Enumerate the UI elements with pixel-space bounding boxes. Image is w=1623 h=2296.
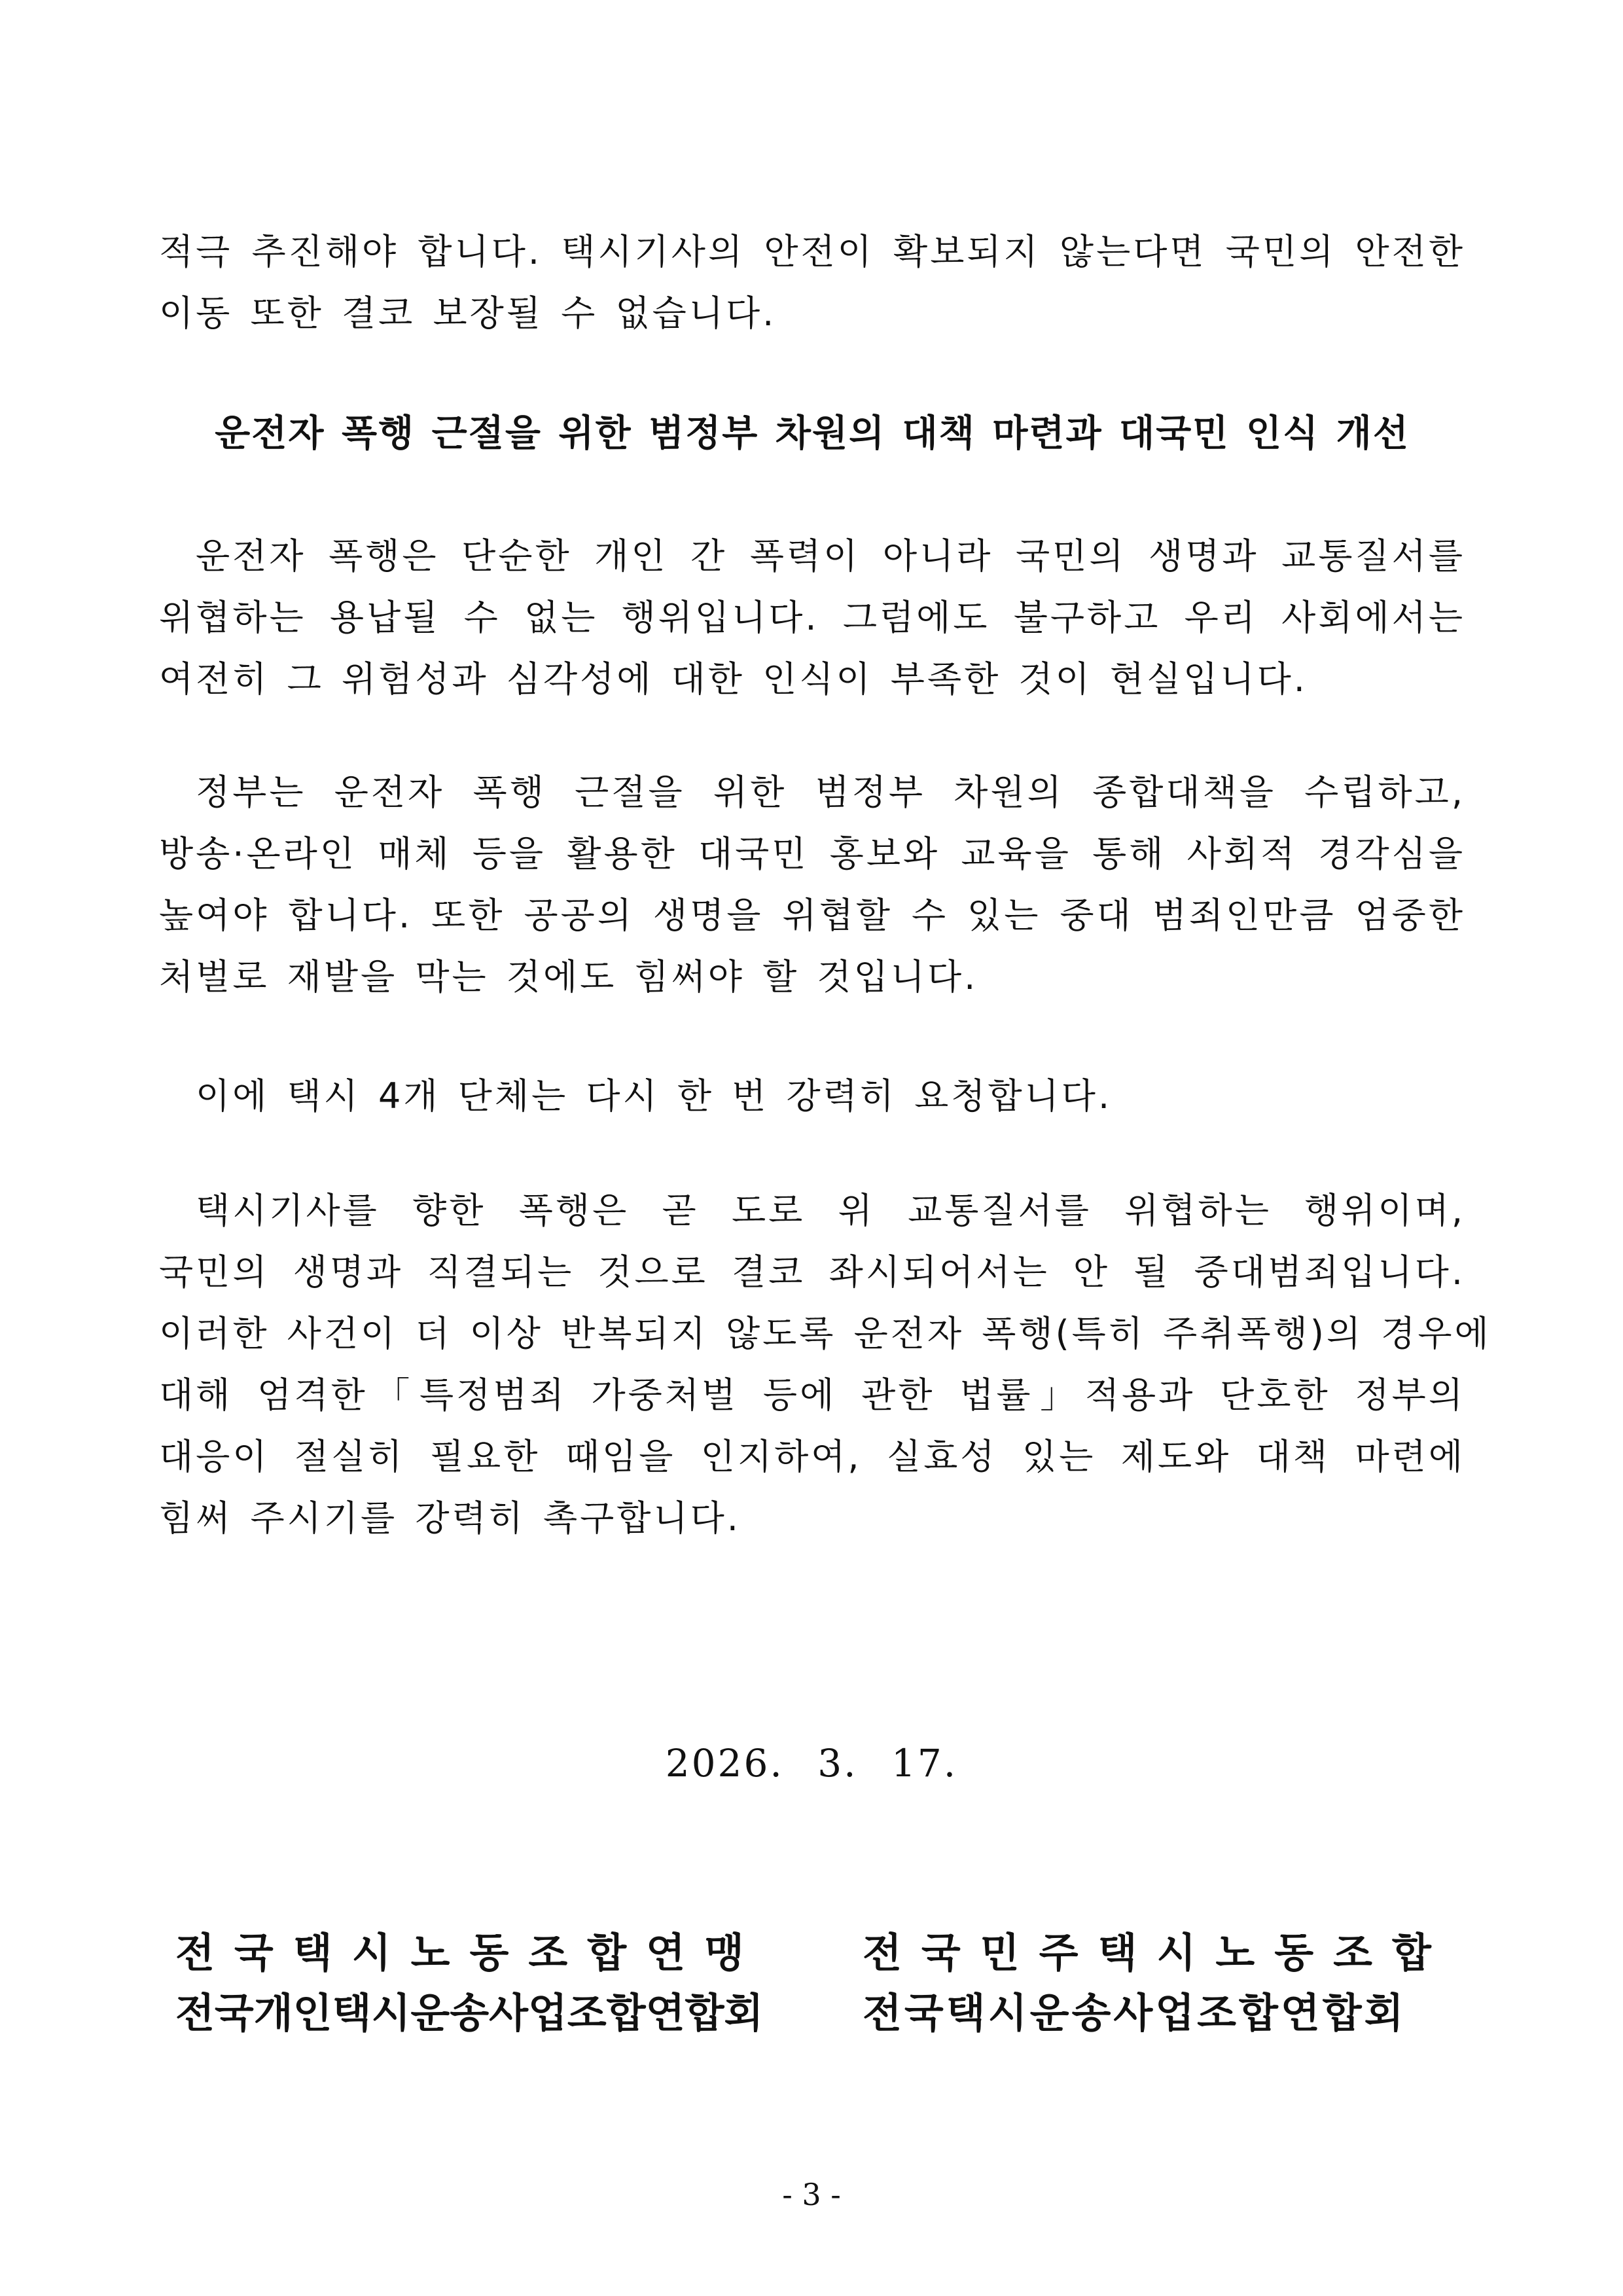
text-line: 대응이 절실히 필요한 때임을 인지하여, 실효성 있는 제도와 대책 마련에 — [159, 1436, 1465, 1477]
signatory-right-top: 전국민주택시노동조합 — [863, 1929, 1451, 1977]
text-line: 위협하는 용납될 수 없는 행위입니다. 그럼에도 불구하고 우리 사회에서는 — [159, 597, 1465, 638]
text-line: 대해 엄격한「특정범죄 가중처벌 등에 관한 법률」적용과 단호한 정부의 — [159, 1374, 1465, 1416]
text-line: 정부는 운전자 폭행 근절을 위한 범정부 차원의 종합대책을 수립하고, — [196, 772, 1465, 813]
signatory-right-bottom: 전국택시운송사업조합연합회 — [863, 1989, 1406, 2037]
text-line: 여전히 그 위험성과 심각성에 대한 인식이 부족한 것이 현실입니다. — [159, 658, 1308, 700]
text-line: 이동 또한 결코 보장될 수 없습니다. — [159, 293, 777, 334]
paragraph-urge — [159, 1180, 1491, 1549]
text-line: 적극 추진해야 합니다. 택시기사의 안전이 확보되지 않는다면 국민의 안전한 — [159, 231, 1465, 272]
text-line: 높여야 합니다. 또한 공공의 생명을 위협할 수 있는 중대 범죄인만큼 엄중한 — [159, 895, 1465, 936]
signatory-left-top: 전국택시노동조합연맹 — [175, 1929, 764, 1977]
page-number: - 3 - — [782, 2177, 841, 2212]
text-line: 힘써 주시기를 강력히 촉구합니다. — [159, 1498, 741, 1539]
signatory-left-bottom: 전국개인택시운송사업조합연합회 — [175, 1989, 764, 2037]
text-line: 이러한 사건이 더 이상 반복되지 않도록 운전자 폭행(특히 주취폭행)의 경우에 — [159, 1313, 1491, 1354]
text-line: 이에 택시 4개 단체는 다시 한 번 강력히 요청합니다. — [196, 1075, 1113, 1117]
paragraph-government-measures — [159, 762, 1465, 1008]
section-heading: 운전자 폭행 근절을 위한 범정부 차원의 대책 마련과 대국민 인식 개선 — [215, 412, 1410, 455]
text-line: 방송·온라인 매체 등을 활용한 대국민 홍보와 교육을 통해 사회적 경각심을 — [159, 833, 1465, 874]
text-line: 처벌로 재발을 막는 것에도 힘써야 할 것입니다. — [159, 956, 978, 997]
text-line: 운전자 폭행은 단순한 개인 간 폭력이 아니라 국민의 생명과 교통질서를 — [196, 535, 1465, 577]
text-line: 택시기사를 향한 폭행은 곧 도로 위 교통질서를 위협하는 행위이며, — [196, 1190, 1465, 1231]
paragraph-request — [159, 1066, 1465, 1127]
paragraph-intro-continuation — [159, 221, 1465, 344]
text-line: 국민의 생명과 직결되는 것으로 결코 좌시되어서는 안 될 중대범죄입니다. — [159, 1251, 1465, 1293]
paragraph-driver-assault — [159, 526, 1465, 710]
document-date: 2026. 3. 17. — [665, 1741, 958, 1785]
